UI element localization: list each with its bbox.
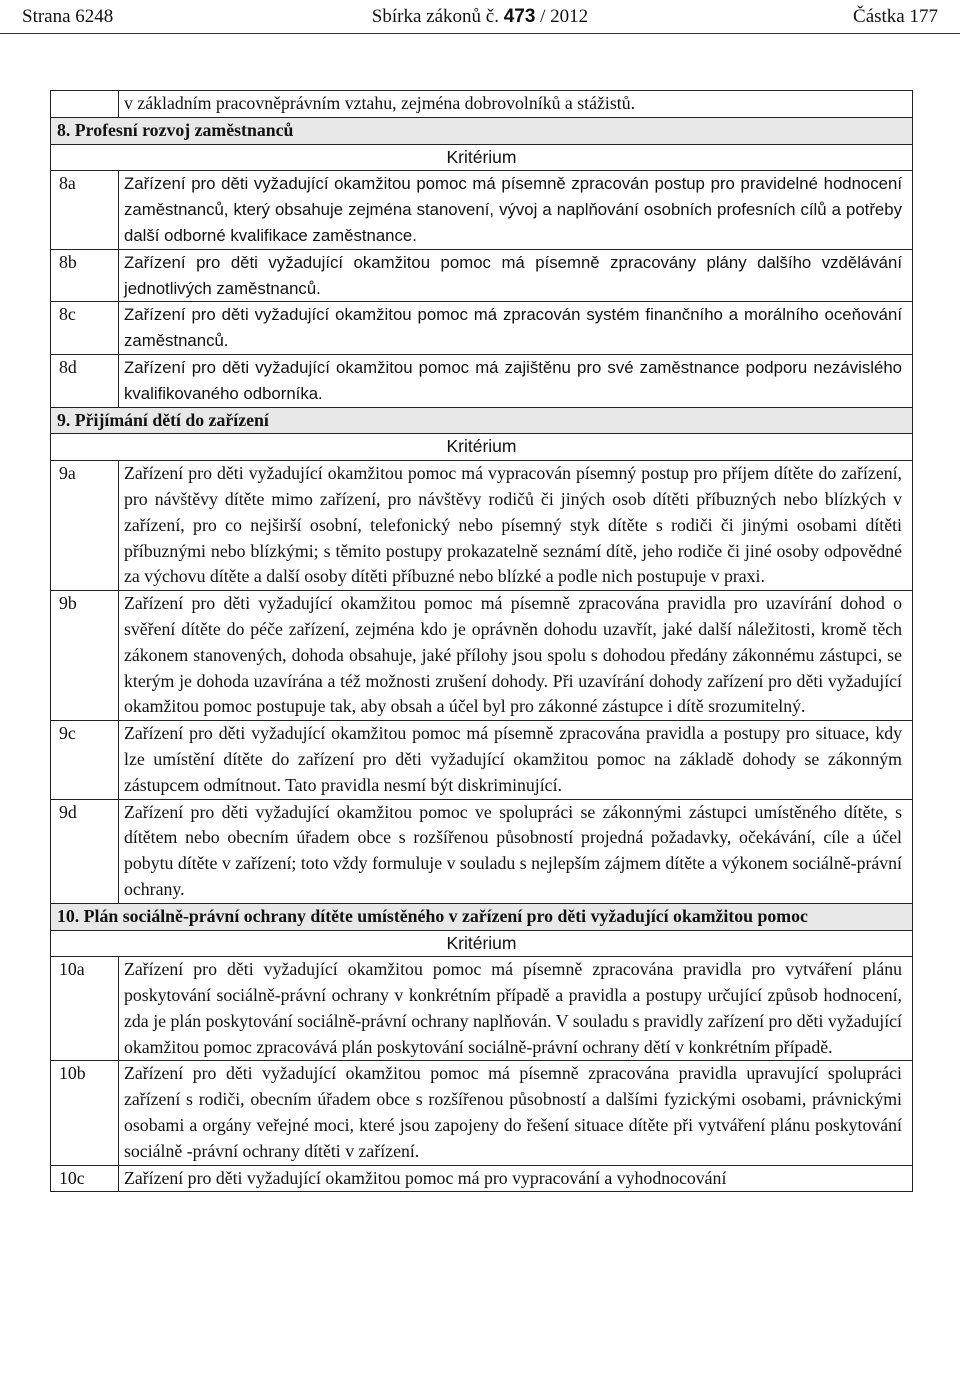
table-row	[51, 1061, 913, 1165]
row-text: Zařízení pro děti vyžadující okamžitou pomoc má písemně zpracována pravidla upravující spolupráci zařízení s rodiči, obecním úřadem obce s rozšířenou působností a dalšími fyzickými osobami, právnickými osobami a orgány veřejné moci, které jsou zapojeny do řešení situace dítěte při vytváření plánu poskytování sociálně -právní ochrany dítěti v zařízení.	[119, 1061, 913, 1165]
row-text: Zařízení pro děti vyžadující okamžitou pomoc má zpracován systém finančního a morálního oceňování zaměstnanců.	[119, 302, 913, 355]
section-header	[51, 407, 913, 434]
row-text: Zařízení pro děti vyžadující okamžitou pomoc má zajištěnu pro své zaměstnance podporu nezávislého kvalifikovaného odborníka.	[119, 354, 913, 407]
section-title: 9. Přijímání dětí do zařízení	[51, 407, 913, 434]
table-row	[51, 957, 913, 1061]
row-id: 10c	[51, 1165, 119, 1192]
table-row	[51, 721, 913, 799]
row-id: 9c	[51, 721, 119, 799]
kriterium-row	[51, 434, 913, 461]
section-title: 10. Plán sociálně-právní ochrany dítěte umístěného v zařízení pro děti vyžadující okamžitou pomoc	[51, 903, 913, 930]
kriterium-row	[51, 930, 913, 957]
collection-year: / 2012	[535, 6, 589, 27]
row-id: 10b	[51, 1061, 119, 1165]
table-row	[51, 591, 913, 721]
header-rule	[0, 33, 960, 34]
criteria-table	[50, 90, 913, 1192]
page-header	[0, 0, 960, 36]
row-text: Zařízení pro děti vyžadující okamžitou pomoc má písemně zpracována pravidla pro vytváření plánu poskytování sociálně-právní ochrany v konkrétním případě a pravidla a postupy určující způsob hodnocení, zda je plán poskytování sociálně-právní ochrany naplňován. V souladu s pravidly zařízení pro děti vyžadující okamžitou pomoc zpracovává plán poskytování sociálně-právní ochrany dětí v konkrétním případě.	[119, 957, 913, 1061]
row-id	[51, 91, 119, 118]
row-text: Zařízení pro děti vyžadující okamžitou pomoc má písemně zpracována pravidla pro uzavírání dohod o svěření dítěte do péče zařízení, zejména kdo je oprávněn dohodu uzavřít, jaké další náležitosti, kromě těch zákonem stanovených, dohoda obsahuje, jaké přílohy jsou spolu s dohodou předány zákonnému zástupci, se kterým je dohoda uzavírána a též možnosti zrušení dohody. Při uzavírání dohody zařízení pro děti vyžadující okamžitou pomoc postupuje tak, aby obsah a účel byl pro zákonné zástupce i dítě srozumitelný.	[119, 591, 913, 721]
row-text: Zařízení pro děti vyžadující okamžitou pomoc má vypracován písemný postup pro příjem dítěte do zařízení, pro návštěvy dítěte mimo zařízení, pro návštěvy rodičů či jiných osob dítěti příbuzných nebo blízkých v zařízení, pro co nejširší osobní, telefonický nebo písemný styk dítěte s rodiči či jinými osobami dítěti příbuznými nebo blízkými; s těmito postupy prokazatelně seznámí dítě, jeho rodiče či jiné osoby odpovědné za výchovu dítěte a další osoby dítěti příbuzné nebo blízké a podle nich postupuje v praxi.	[119, 461, 913, 591]
continuation-row	[51, 91, 913, 118]
collection-title	[0, 6, 960, 28]
section-title: 8. Profesní rozvoj zaměstnanců	[51, 117, 913, 144]
row-text: Zařízení pro děti vyžadující okamžitou pomoc má pro vypracování a vyhodnocování	[119, 1165, 913, 1192]
kriterium-label: Kritérium	[51, 930, 913, 957]
row-id: 8d	[51, 354, 119, 407]
row-text: Zařízení pro děti vyžadující okamžitou pomoc ve spolupráci se zákonnými zástupci umístěného dítěte, s dítětem nebo obecním úřadem obce s rozšířenou působností projedná požadavky, očekávání, cíle a účel pobytu dítěte v zařízení; toto vždy formuluje v souladu s nejlepším zájmem dítěte a výkonem sociálně-právní ochrany.	[119, 799, 913, 903]
row-id: 9b	[51, 591, 119, 721]
row-id: 10a	[51, 957, 119, 1061]
page-number: Strana 6248	[22, 6, 114, 27]
table-row	[51, 249, 913, 302]
law-number: 473	[503, 6, 536, 27]
row-id: 8c	[51, 302, 119, 355]
row-id: 9a	[51, 461, 119, 591]
table-row	[51, 461, 913, 591]
row-text: Zařízení pro děti vyžadující okamžitou pomoc má písemně zpracován postup pro pravidelné hodnocení zaměstnanců, který obsahuje zejména stanovení, vývoj a naplňování osobních profesních cílů a potřeby další odborné kvalifikace zaměstnance.	[119, 171, 913, 249]
table-row	[51, 302, 913, 355]
table-row	[51, 1165, 913, 1192]
kriterium-label: Kritérium	[51, 434, 913, 461]
table-row	[51, 354, 913, 407]
row-text: Zařízení pro děti vyžadující okamžitou pomoc má písemně zpracovány plány dalšího vzdělávání jednotlivých zaměstnanců.	[119, 249, 913, 302]
section-header	[51, 117, 913, 144]
row-id: 8b	[51, 249, 119, 302]
table-row	[51, 171, 913, 249]
kriterium-label: Kritérium	[51, 144, 913, 171]
kriterium-row	[51, 144, 913, 171]
row-text: Zařízení pro děti vyžadující okamžitou pomoc má písemně zpracována pravidla a postupy pro situace, kdy lze umístění dítěte do zařízení pro děti vyžadující okamžitou pomoc na základě dohody se zákonným zástupcem odmítnout. Tato pravidla nesmí být diskriminující.	[119, 721, 913, 799]
table-row	[51, 799, 913, 903]
issue-number: Částka 177	[853, 6, 938, 27]
row-id: 8a	[51, 171, 119, 249]
row-id: 9d	[51, 799, 119, 903]
collection-prefix: Sbírka zákonů č.	[371, 6, 504, 27]
section-header	[51, 903, 913, 930]
continuation-text: v základním pracovněprávním vztahu, zejména dobrovolníků a stážistů.	[119, 91, 913, 118]
